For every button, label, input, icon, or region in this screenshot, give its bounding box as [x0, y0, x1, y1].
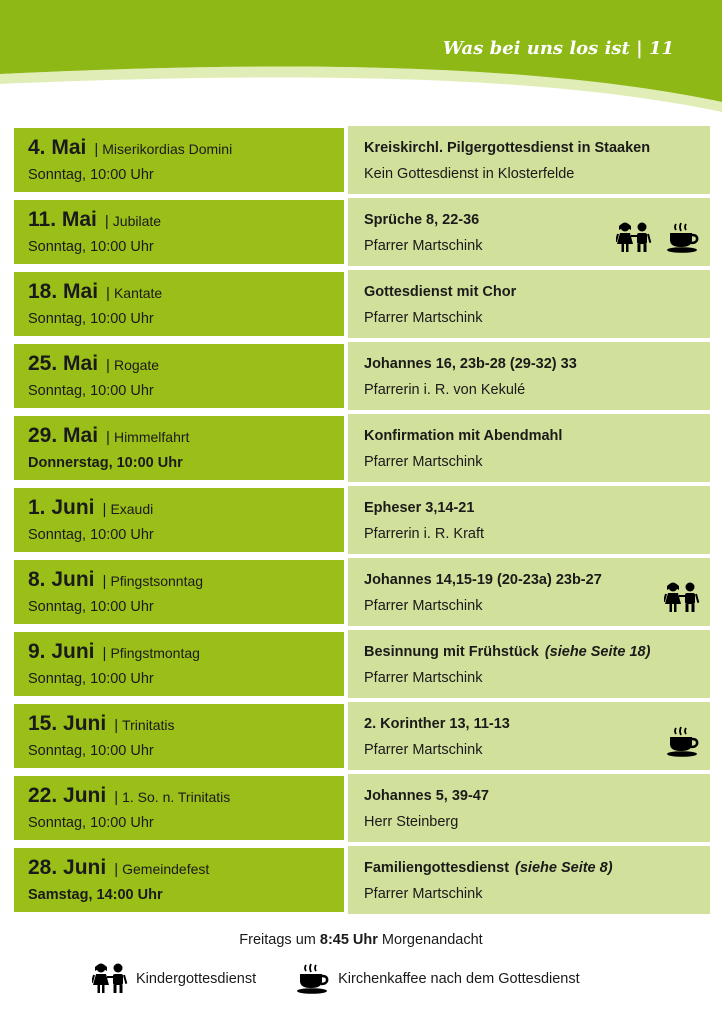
service-date-cell	[12, 342, 346, 410]
schedule-row	[12, 486, 710, 554]
service-date: 8. Juni	[28, 568, 95, 591]
service-title-text: Johannes 16, 23b-28 (29-32) 33	[364, 356, 577, 372]
service-title-text: Kreiskirchl. Pilgergottesdienst in Staaken	[364, 140, 651, 156]
service-schedule-table	[12, 126, 710, 918]
service-info-cell	[348, 126, 710, 194]
legend-children-label: Kindergottesdienst	[136, 971, 257, 987]
service-info-cell	[348, 414, 710, 482]
service-leader: Pfarrer Martschink	[364, 238, 483, 254]
service-title	[364, 572, 710, 598]
feast-day: Rogate	[113, 357, 160, 373]
service-time: Sonntag, 10:00 Uhr	[28, 815, 154, 831]
service-date: 9. Juni	[28, 640, 95, 663]
schedule-row	[12, 630, 710, 698]
schedule-row	[12, 558, 710, 626]
schedule-row	[12, 198, 710, 266]
separator: |	[102, 501, 107, 518]
children-icon	[92, 963, 128, 995]
separator: |	[102, 573, 107, 590]
service-title	[364, 500, 710, 526]
feast-day: Exaudi	[110, 501, 154, 517]
service-date: 22. Juni	[28, 784, 107, 807]
feast-day: Himmelfahrt	[113, 429, 190, 445]
service-icons	[616, 222, 700, 254]
service-date-cell	[12, 486, 346, 554]
service-leader: Herr Steinberg	[364, 814, 459, 830]
service-title	[364, 356, 710, 382]
icon-legend	[92, 963, 580, 995]
service-date: 25. Mai	[28, 352, 99, 375]
separator: |	[114, 861, 119, 878]
service-leader: Pfarrerin i. R. Kraft	[364, 526, 485, 542]
service-leader: Pfarrer Martschink	[364, 886, 483, 902]
separator: |	[114, 717, 119, 734]
friday-suffix: Morgenandacht	[377, 932, 483, 948]
schedule-row	[12, 270, 710, 338]
service-title-text: Johannes 14,15-19 (20-23a) 23b-27	[364, 572, 602, 588]
service-title-text: Gottesdienst mit Chor	[364, 284, 517, 300]
service-time: Sonntag, 10:00 Uhr	[28, 671, 154, 687]
coffee-icon	[666, 222, 700, 254]
service-time: Sonntag, 10:00 Uhr	[28, 599, 154, 615]
service-title-text: 2. Korinther 13, 11-13	[364, 716, 510, 732]
service-date: 11. Mai	[28, 208, 97, 231]
feast-day: Jubilate	[112, 213, 162, 229]
friday-time: 8:45 Uhr	[319, 932, 378, 948]
service-leader: Pfarrer Martschink	[364, 742, 483, 758]
service-date: 29. Mai	[28, 424, 99, 447]
service-info-cell	[348, 198, 710, 266]
service-title-note: (siehe Seite 8)	[515, 860, 613, 876]
service-title	[364, 140, 710, 166]
service-icons	[664, 582, 700, 614]
feast-day: Trinitatis	[122, 717, 175, 733]
service-title-text: Familiengottesdienst	[364, 860, 510, 876]
schedule-row	[12, 126, 710, 194]
children-icon	[616, 222, 652, 254]
service-title-note: (siehe Seite 18)	[544, 644, 651, 660]
service-date-cell	[12, 630, 346, 698]
service-time: Sonntag, 10:00 Uhr	[28, 743, 154, 759]
service-leader: Kein Gottesdienst in Klosterfelde	[364, 166, 575, 182]
feast-day: Kantate	[113, 285, 163, 301]
service-info-cell	[348, 342, 710, 410]
coffee-icon	[296, 963, 330, 995]
service-title-text: Epheser 3,14-21	[364, 500, 475, 516]
service-date-cell	[12, 774, 346, 842]
service-info-cell	[348, 558, 710, 626]
feast-day: Pfingstsonntag	[110, 573, 204, 589]
service-date: 4. Mai	[28, 136, 87, 159]
service-title-text: Besinnung mit Frühstück	[364, 644, 539, 660]
service-title	[364, 284, 710, 310]
service-title	[364, 716, 710, 742]
separator: |	[114, 789, 119, 806]
friday-prefix: Freitags um	[239, 932, 320, 948]
schedule-row	[12, 702, 710, 770]
page-header-title: Was bei uns los ist | 11	[442, 38, 674, 59]
service-info-cell	[348, 846, 710, 914]
service-title-text: Konfirmation mit Abendmahl	[364, 428, 563, 444]
service-info-cell	[348, 630, 710, 698]
service-title	[364, 644, 710, 670]
service-time: Samstag, 14:00 Uhr	[28, 887, 163, 903]
service-title	[364, 860, 710, 886]
schedule-row	[12, 846, 710, 914]
service-title	[364, 788, 710, 814]
service-time: Sonntag, 10:00 Uhr	[28, 383, 154, 399]
children-icon	[664, 582, 700, 614]
service-title-text: Sprüche 8, 22-36	[364, 212, 480, 228]
separator: |	[102, 645, 107, 662]
service-date-cell	[12, 126, 346, 194]
feast-day: Gemeindefest	[122, 861, 210, 877]
page-header	[0, 0, 722, 115]
service-time: Sonntag, 10:00 Uhr	[28, 527, 154, 543]
feast-day: Pfingstmontag	[110, 645, 200, 661]
service-date-cell	[12, 198, 346, 266]
friday-devotion-note	[0, 932, 722, 948]
service-date-cell	[12, 414, 346, 482]
service-time: Sonntag, 10:00 Uhr	[28, 311, 154, 327]
schedule-row	[12, 342, 710, 410]
service-title	[364, 428, 710, 454]
service-date: 18. Mai	[28, 280, 99, 303]
service-date-cell	[12, 558, 346, 626]
separator: |	[104, 213, 109, 230]
service-info-cell	[348, 270, 710, 338]
service-leader: Pfarrerin i. R. von Kekulé	[364, 382, 526, 398]
service-leader: Pfarrer Martschink	[364, 454, 483, 470]
service-date: 28. Juni	[28, 856, 107, 879]
separator: |	[106, 357, 110, 374]
service-date-cell	[12, 846, 346, 914]
separator: |	[94, 141, 99, 158]
service-date-cell	[12, 270, 346, 338]
service-date: 1. Juni	[28, 496, 95, 519]
separator: |	[106, 285, 110, 302]
service-title-text: Johannes 5, 39-47	[364, 788, 489, 804]
service-info-cell	[348, 486, 710, 554]
schedule-row	[12, 414, 710, 482]
service-date-cell	[12, 702, 346, 770]
service-leader: Pfarrer Martschink	[364, 310, 483, 326]
service-time: Sonntag, 10:00 Uhr	[28, 167, 154, 183]
service-info-cell	[348, 702, 710, 770]
coffee-icon	[666, 726, 700, 758]
feast-day: 1. So. n. Trinitatis	[122, 789, 231, 805]
service-info-cell	[348, 774, 710, 842]
legend-coffee-label: Kirchenkaffee nach dem Gottesdienst	[338, 971, 580, 987]
feast-day: Miserikordias Domini	[102, 141, 233, 157]
schedule-row	[12, 774, 710, 842]
separator: |	[106, 429, 110, 446]
service-date: 15. Juni	[28, 712, 107, 735]
service-icons	[666, 726, 700, 758]
service-leader: Pfarrer Martschink	[364, 598, 483, 614]
service-time: Sonntag, 10:00 Uhr	[28, 239, 154, 255]
service-leader: Pfarrer Martschink	[364, 670, 483, 686]
service-time: Donnerstag, 10:00 Uhr	[28, 455, 183, 471]
